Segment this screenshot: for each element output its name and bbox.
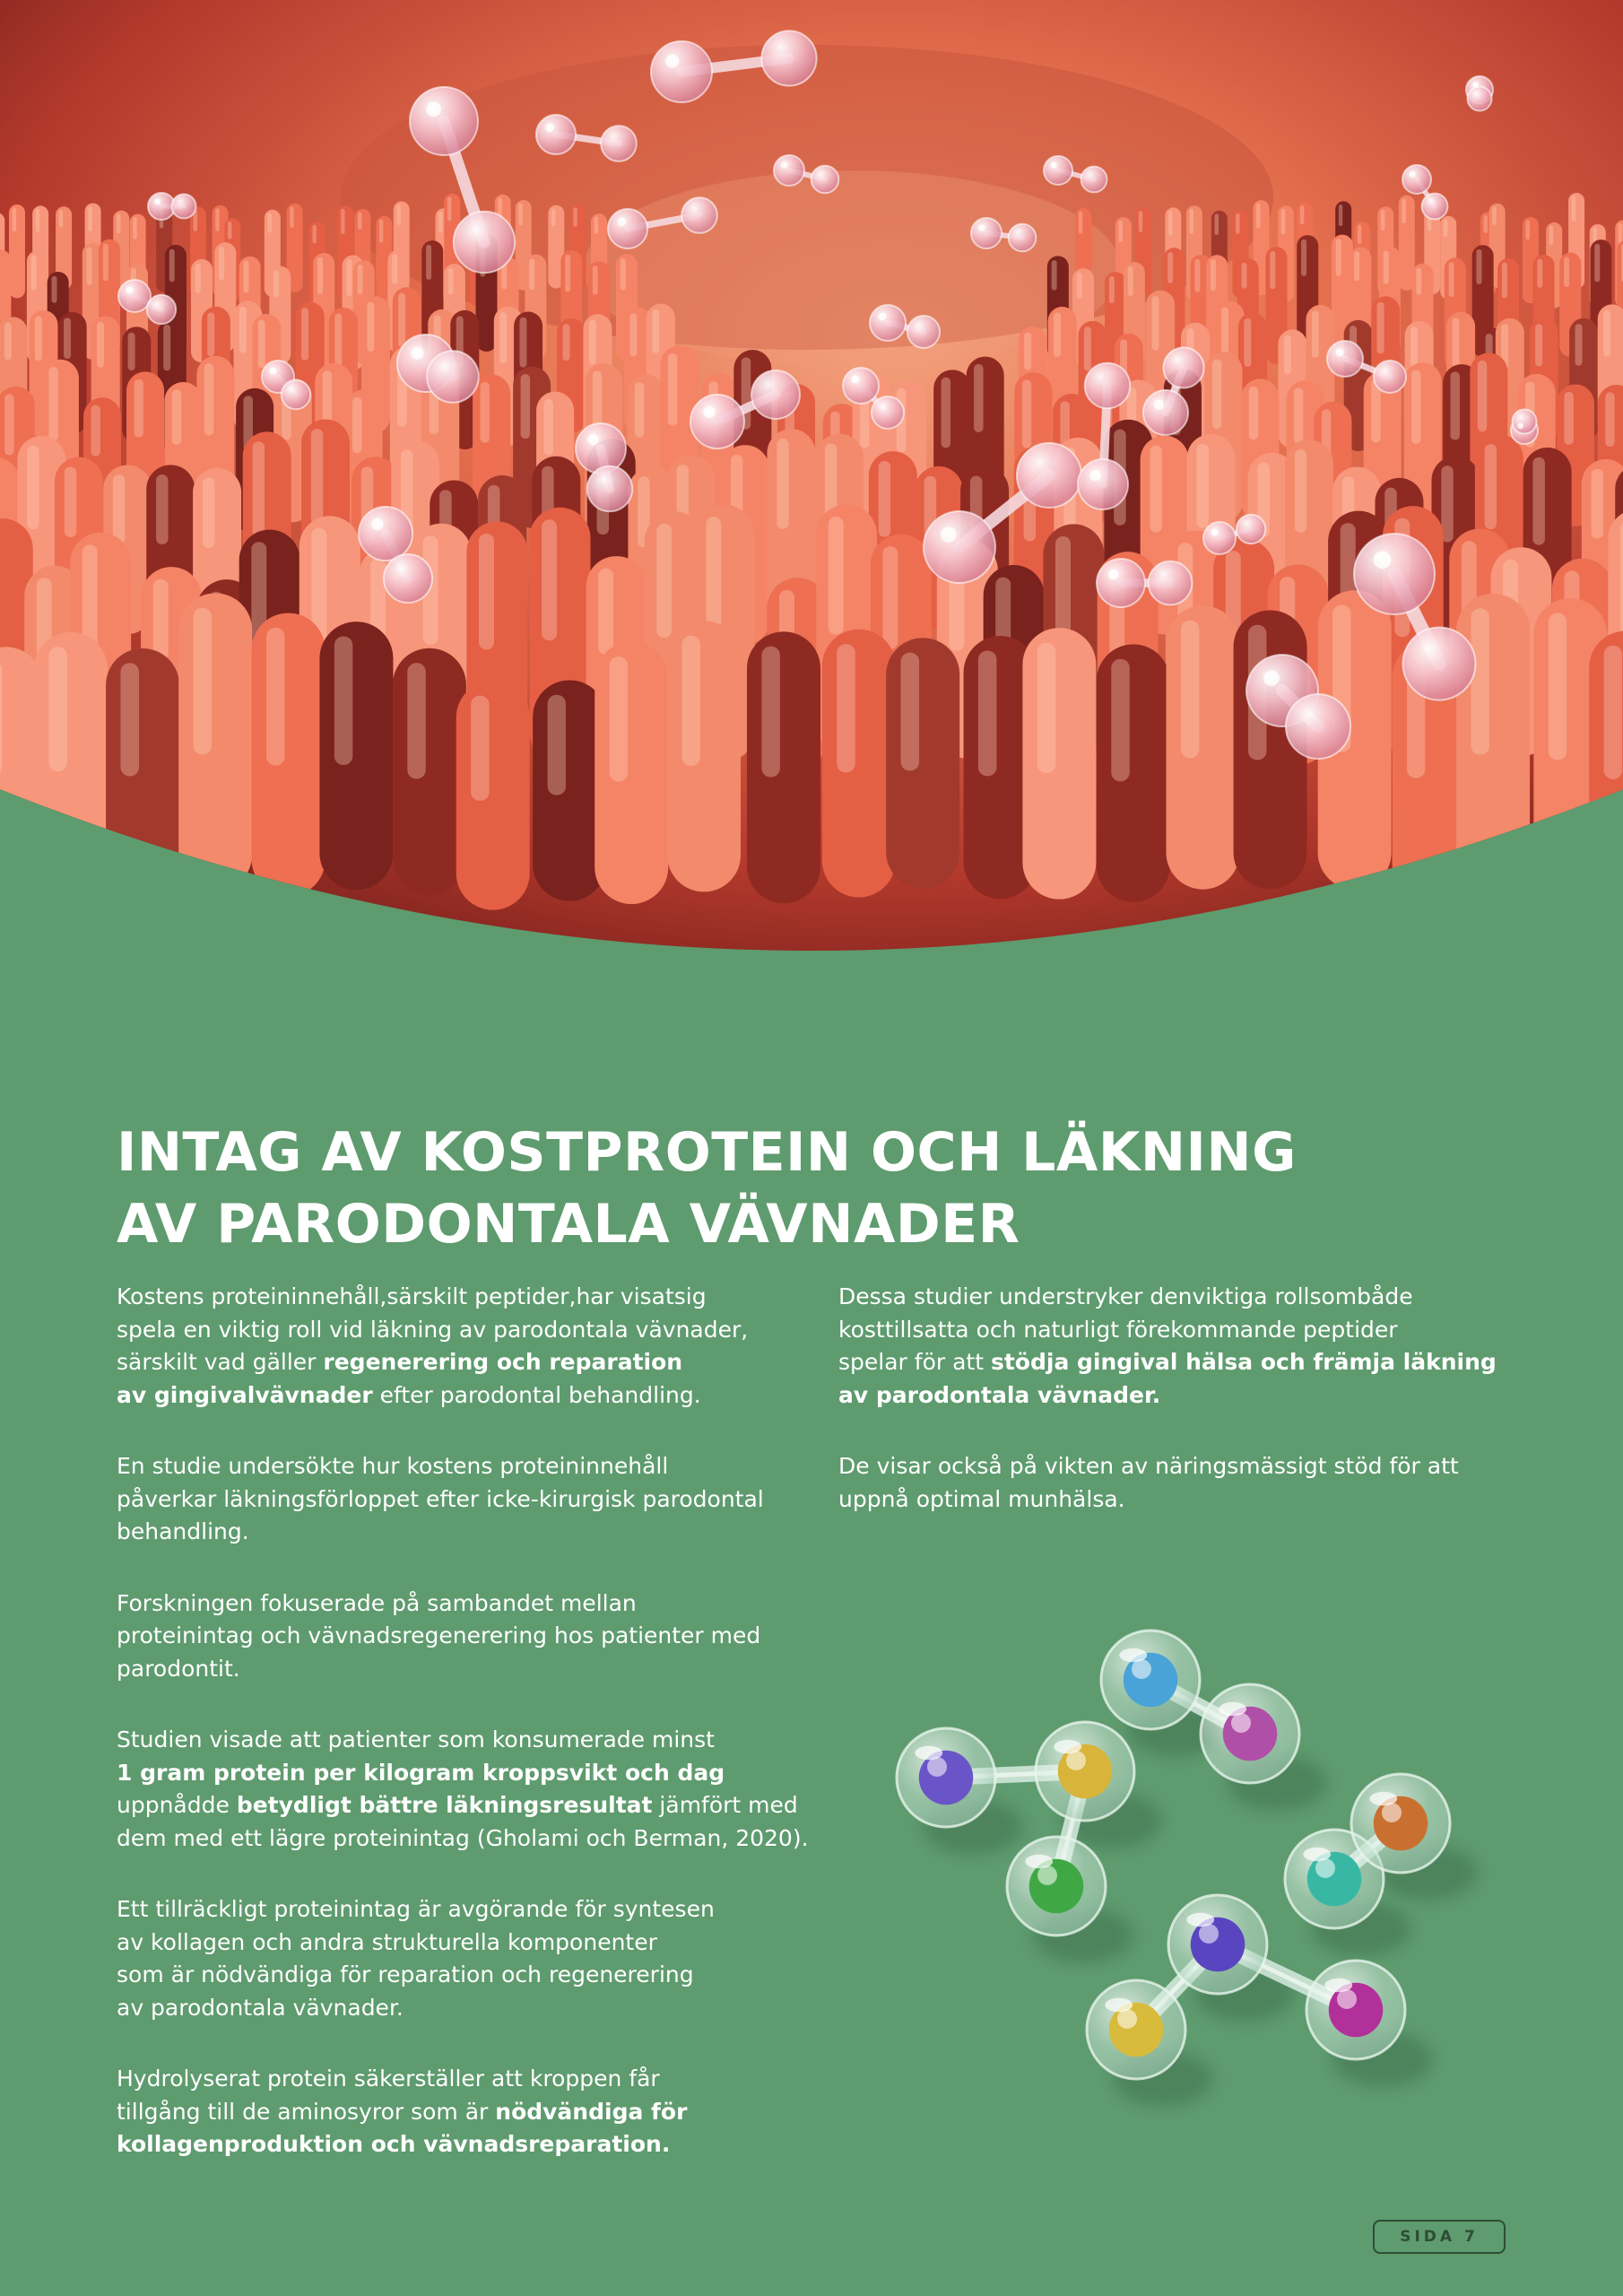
text-line: En studie undersökte hur kostens proteininnehåll bbox=[117, 1453, 669, 1479]
text-line: Hydrolyserat protein säkerställer att kroppen får bbox=[117, 2066, 660, 2092]
text-run: jämfört med bbox=[652, 1792, 798, 1818]
bold-text: nödvändiga för bbox=[495, 2098, 688, 2125]
title-line-1: INTAG AV KOSTPROTEIN OCH LÄKNING bbox=[117, 1121, 1297, 1184]
text-run: särskilt vad gäller bbox=[117, 1349, 324, 1375]
bold-text: betydligt bättre läkningsresultat bbox=[236, 1792, 653, 1818]
paragraph-studies-underline bbox=[838, 1281, 1520, 1412]
bold-text: av gingivalvävnader bbox=[117, 1381, 373, 1408]
text-line: Ett tillräckligt proteinintag är avgörande för syntesen bbox=[117, 1896, 715, 1922]
bold-text: 1 gram protein per kilogram kroppsvikt och dag bbox=[117, 1759, 725, 1786]
text-line: kosttillsatta och naturligt förekommande peptider bbox=[838, 1316, 1398, 1343]
paragraph-nutritional-support bbox=[838, 1450, 1520, 1516]
text-line bbox=[117, 1789, 834, 1822]
right-column bbox=[838, 1281, 1520, 1554]
text-line bbox=[117, 2128, 834, 2161]
text-line bbox=[117, 1757, 834, 1790]
text-line bbox=[117, 1346, 834, 1379]
text-line: De visar också på vikten av näringsmässigt stöd för att bbox=[838, 1453, 1459, 1479]
paragraph-hydrolyzed-protein bbox=[117, 2063, 834, 2161]
text-line bbox=[838, 1379, 1520, 1413]
page-title bbox=[117, 1117, 1372, 1260]
text-line bbox=[117, 1379, 834, 1413]
text-line: påverkar läkningsförloppet efter icke-kirurgisk parodontal bbox=[117, 1485, 764, 1512]
text-line: Studien visade att patienter som konsumerade minst bbox=[117, 1726, 715, 1752]
text-line: Forskningen fokuserade på sambandet mellan bbox=[117, 1589, 637, 1616]
text-line: av parodontala vävnader. bbox=[117, 1994, 404, 2021]
text-run: efter parodontal behandling. bbox=[372, 1381, 701, 1408]
bold-text: av parodontala vävnader. bbox=[838, 1381, 1161, 1408]
text-line: behandling. bbox=[117, 1518, 249, 1544]
text-line: proteinintag och vävnadsregenerering hos patienter med bbox=[117, 1622, 761, 1648]
text-line: parodontit. bbox=[117, 1655, 240, 1682]
text-line: uppnå optimal munhälsa. bbox=[838, 1485, 1125, 1512]
text-line: dem med ett lägre proteinintag (Gholami och Berman, 2020). bbox=[117, 1824, 809, 1851]
text-run: uppnådde bbox=[117, 1792, 237, 1818]
paragraph-study-results bbox=[117, 1724, 834, 1855]
text-line: spela en viktig roll vid läkning av parodontala vävnader, bbox=[117, 1316, 749, 1343]
text-run: spelar för att bbox=[838, 1349, 991, 1375]
text-line: av kollagen och andra strukturella komponenter bbox=[117, 1928, 657, 1955]
text-line: som är nödvändiga för reparation och regenerering bbox=[117, 1961, 694, 1987]
bold-text: kollagenproduktion och vävnadsreparation. bbox=[117, 2131, 671, 2157]
page-number-badge bbox=[1373, 2220, 1506, 2254]
paragraph-research-focus bbox=[117, 1587, 834, 1686]
text-run: tillgång till de aminosyror som är bbox=[117, 2098, 496, 2125]
text-line: Kostens proteininnehåll,särskilt peptider,har visatsig bbox=[117, 1283, 707, 1309]
paragraph-collagen bbox=[117, 1893, 834, 2024]
intestinal-villi-illustration bbox=[0, 0, 1623, 960]
molecule-cluster-illustration bbox=[870, 1587, 1515, 2179]
title-line-2: AV PARODONTALA VÄVNADER bbox=[117, 1193, 1020, 1256]
text-line bbox=[117, 2096, 834, 2129]
text-line: Dessa studier understryker denviktiga rollsombåde bbox=[838, 1283, 1413, 1309]
paragraph-study bbox=[117, 1450, 834, 1549]
bold-text: stödja gingival hälsa och främja läkning bbox=[990, 1349, 1497, 1375]
bold-text: regenerering och reparation bbox=[323, 1349, 683, 1375]
paragraph-protein-role bbox=[117, 1281, 834, 1412]
left-column bbox=[117, 1281, 834, 2200]
page-number-label: SIDA 7 bbox=[1400, 2228, 1479, 2246]
text-line bbox=[838, 1346, 1520, 1379]
